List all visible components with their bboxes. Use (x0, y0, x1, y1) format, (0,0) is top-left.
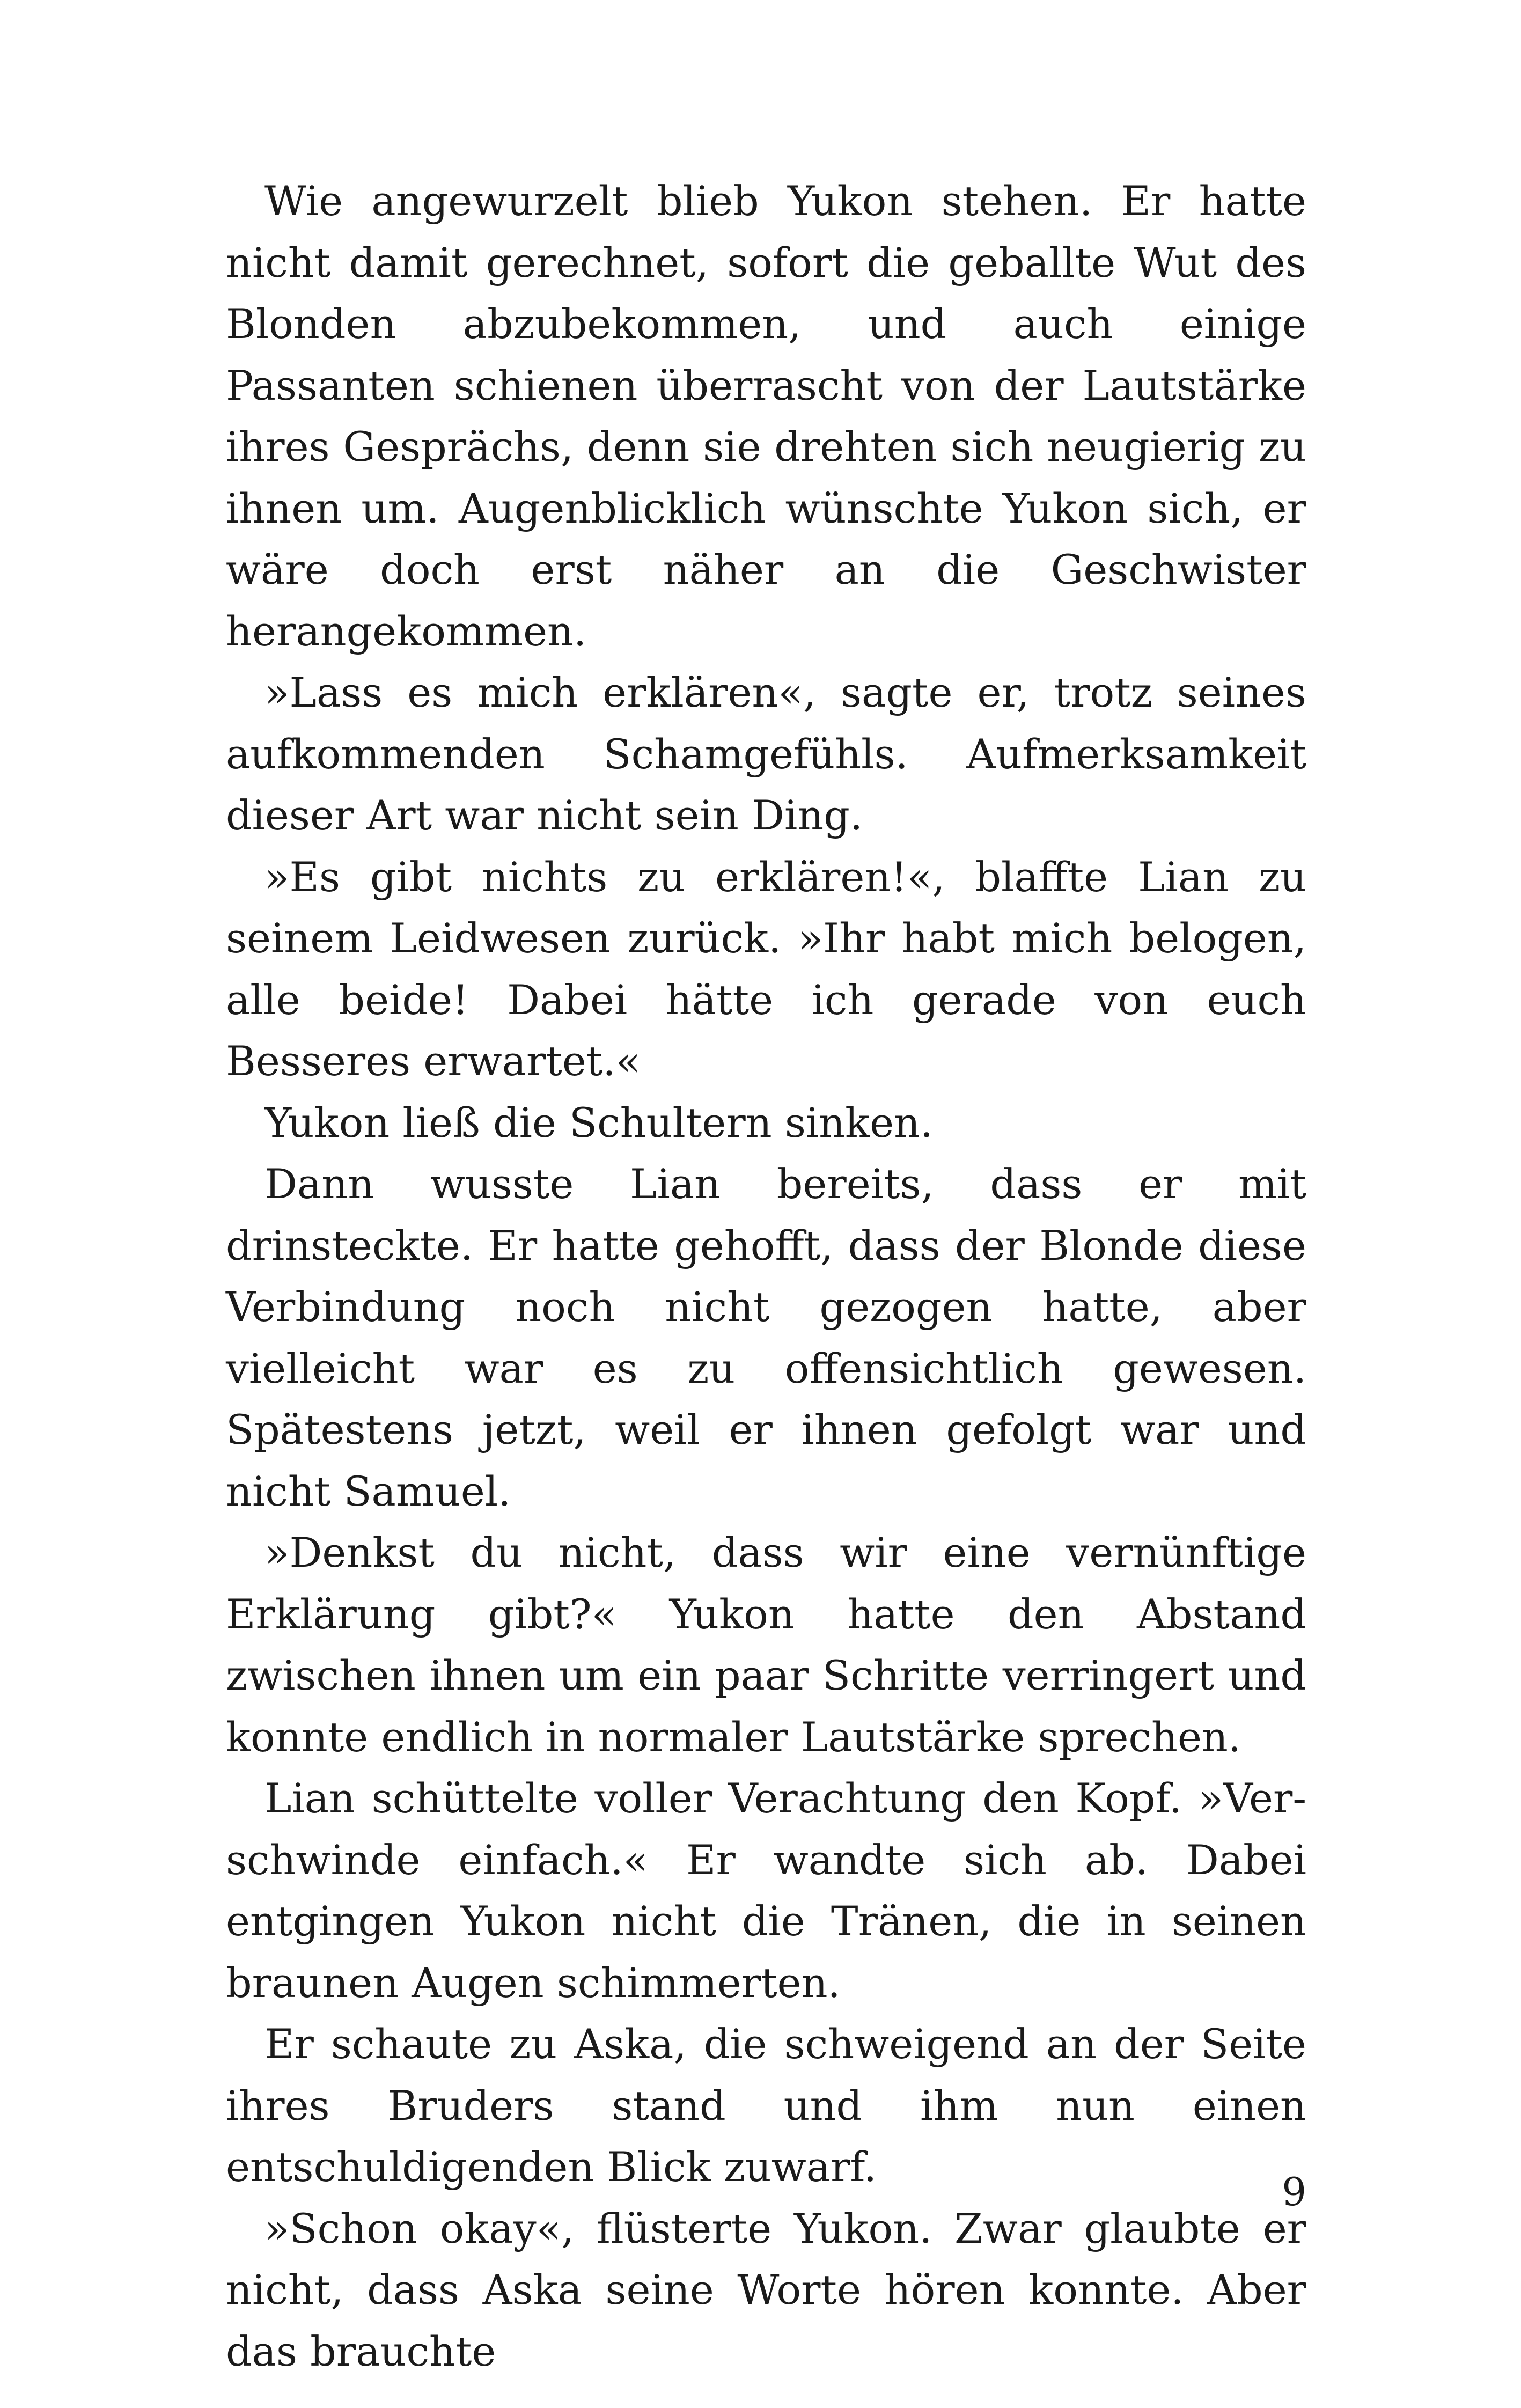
page-number: 9 (1282, 2169, 1306, 2214)
paragraph: »Lass es mich erklären«, sagte er, trotz seines aufkommenden Schamgefühls. Aufmerksamkeit dieser Art war nicht sein Ding. (226, 669, 1306, 839)
paragraph: »Schon okay«, flüsterte Yukon. Zwar glaubte er nicht, dass Aska seine Worte hören konnte. Aber das brauchte (226, 2204, 1306, 2375)
paragraph: Wie angewurzelt blieb Yukon stehen. Er hatte nicht damit gerechnet, sofort die geballte Wut des Blonden abzubekommen, und auch einige Passanten schienen überrascht von der Lautstärke ihres Gesprächs, denn sie drehten sich neugierig zu ihnen um. Augenblicklich wünschte Yukon sich, er wäre doch erst näher an die Geschwister herangekommen. (226, 177, 1306, 655)
paragraph: Yukon ließ die Schultern sinken. (264, 1098, 934, 1147)
paragraph: Lian schüttelte voller Verachtung den Kopf. »Verschwinde einfach.« Er wandte sich ab. Dabei entgingen Yukon nicht die Tränen, die in seinen braunen Augen schimmerten. (226, 1774, 1306, 2007)
paragraph: Dann wusste Lian bereits, dass er mit drinsteckte. Er hatte gehofft, dass der Blonde diese Verbindung noch nicht gezogen hatte, aber vielleicht war es zu offensichtlich gewesen. Spätestens jetzt, weil er ihnen gefolgt war und nicht Samuel. (226, 1160, 1306, 1515)
paragraph: »Denkst du nicht, dass wir eine vernünftige Erklärung gibt?« Yukon hatte den Abstand zwischen ihnen um ein paar Schritte verringert und konnte endlich in normaler Lautstärke sprechen. (226, 1529, 1306, 1761)
paragraph: »Es gibt nichts zu erklären!«, blaffte Lian zu seinem Leidwesen zurück. »Ihr habt mich belogen, alle beide! Dabei hätte ich gerade von euch Besseres erwartet.« (226, 853, 1306, 1085)
paragraph: Er schaute zu Aska, die schweigend an der Seite ihres Bruders stand und ihm nun einen entschuldigenden Blick zuwarf. (226, 2020, 1306, 2191)
body-text (226, 171, 1306, 2382)
